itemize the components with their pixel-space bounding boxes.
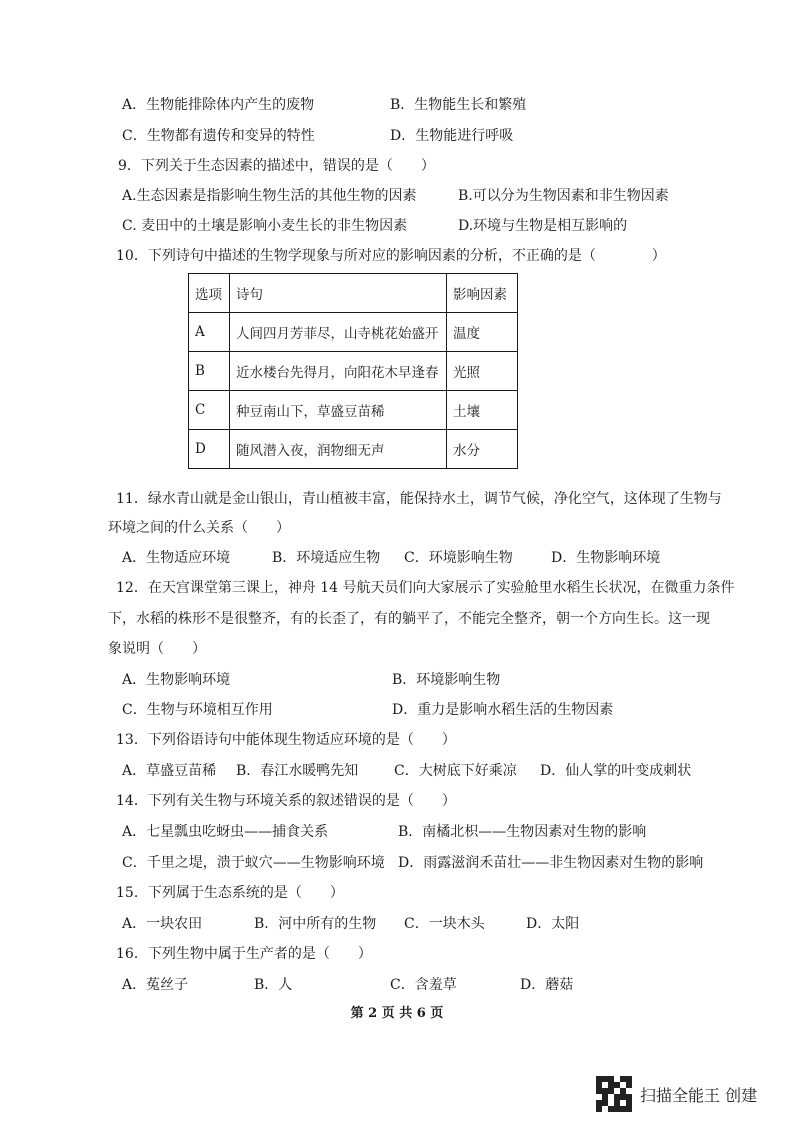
q11-option-b: B．环境适应生物 <box>272 550 381 566</box>
q14-stem: 14．下列有关生物与环境关系的叙述错误的是（ ） <box>116 793 456 809</box>
table-row <box>189 391 518 430</box>
q13-option-c: C．大树底下好乘凉 <box>394 763 517 779</box>
scanner-label: 扫描全能王 创建 <box>640 1085 758 1105</box>
q10-row-option: B <box>189 352 230 391</box>
q13-option-a: A．草盛豆苗稀 <box>122 763 217 779</box>
q16-option-b: B．人 <box>254 977 293 993</box>
q15-option-a: A．一块农田 <box>122 916 203 932</box>
q11-option-d: D．生物影响环境 <box>551 550 661 566</box>
q12-option-b: B．环境影响生物 <box>392 672 501 688</box>
q12-option-d: D．重力是影响水稻生活的生物因素 <box>392 702 614 718</box>
q10-row-option: C <box>189 391 230 430</box>
q8-option-d: D．生物能进行呼吸 <box>390 128 514 144</box>
q12-option-c: C．生物与环境相互作用 <box>122 702 273 718</box>
q14-option-c: C．千里之堤，溃于蚁穴——生物影响环境 <box>122 855 385 871</box>
q10-row-poem: 近水楼台先得月，向阳花木早逢春 <box>230 352 447 391</box>
q14-option-b: B．南橘北枳——生物因素对生物的影响 <box>398 824 647 840</box>
q15-option-c: C．一块木头 <box>404 916 485 932</box>
q10-row-factor: 土壤 <box>447 391 518 430</box>
q16-option-a: A．菟丝子 <box>122 977 189 993</box>
q9-option-c: C. 麦田中的土壤是影响小麦生长的非生物因素 <box>122 218 408 234</box>
q10-stem: 10．下列诗句中描述的生物学现象与所对应的影响因素的分析，不正确的是（ ） <box>116 248 666 264</box>
q14-option-a: A．七星瓢虫吃蚜虫——捕食关系 <box>122 824 329 840</box>
q15-stem: 15．下列属于生态系统的是（ ） <box>116 885 344 901</box>
q12-stem-line2: 下，水稻的株形不是很整齐，有的长歪了，有的躺平了，不能完全整齐，朝一个方向生长。这一现 <box>108 611 710 627</box>
q8-option-a: A．生物能排除体内产生的废物 <box>122 97 315 113</box>
q9-stem: 9．下列关于生态因素的描述中，错误的是（ ） <box>118 158 435 174</box>
table-row <box>189 313 518 352</box>
q13-stem: 13．下列俗语诗句中能体现生物适应环境的是（ ） <box>116 732 456 748</box>
q16-stem: 16．下列生物中属于生产者的是（ ） <box>116 946 372 962</box>
table-row <box>189 352 518 391</box>
q10-row-poem: 人间四月芳菲尽，山寺桃花始盛开 <box>230 313 447 352</box>
q9-option-a: A.生态因素是指影响生物生活的其他生物的因素 <box>122 188 417 204</box>
q11-option-a: A．生物适应环境 <box>122 550 231 566</box>
q15-option-b: B．河中所有的生物 <box>254 916 377 932</box>
q11-stem-line1: 11．绿水青山就是金山银山，青山植被丰富，能保持水土，调节气候，净化空气，这体现了生物与 <box>116 491 722 507</box>
q12-stem-line3: 象说明（ ） <box>108 641 206 657</box>
q10-row-factor: 光照 <box>447 352 518 391</box>
q15-option-d: D．太阳 <box>526 916 580 932</box>
q11-stem-line2: 环境之间的什么关系（ ） <box>108 520 290 536</box>
page-number: 第 2 页 共 6 页 <box>350 1006 444 1021</box>
q10-table <box>188 273 518 469</box>
q8-option-b: B．生物能生长和繁殖 <box>390 97 527 113</box>
q12-option-a: A．生物影响环境 <box>122 672 231 688</box>
q10-header-poem: 诗句 <box>230 274 447 313</box>
q10-row-option: D <box>189 430 230 469</box>
q13-option-d: D．仙人掌的叶变成刺状 <box>540 763 692 779</box>
q16-option-c: C．含羞草 <box>390 977 457 993</box>
q9-option-b: B.可以分为生物因素和非生物因素 <box>458 188 669 204</box>
q14-option-d: D．雨露滋润禾苗壮——非生物因素对生物的影响 <box>398 855 704 871</box>
q16-option-d: D．蘑菇 <box>520 977 574 993</box>
q10-row-factor: 水分 <box>447 430 518 469</box>
q12-stem-line1: 12．在天宫课堂第三课上，神舟 14 号航天员们向大家展示了实验舱里水稻生长状况，在微重力条件 <box>116 580 735 596</box>
q10-header-option: 选项 <box>189 274 230 313</box>
q13-option-b: B．春江水暖鸭先知 <box>236 763 359 779</box>
table-row <box>189 430 518 469</box>
q10-row-factor: 温度 <box>447 313 518 352</box>
q10-row-poem: 随风潜入夜，润物细无声 <box>230 430 447 469</box>
q8-option-c: C．生物都有遗传和变异的特性 <box>122 128 315 144</box>
q10-row-poem: 种豆南山下，草盛豆苗稀 <box>230 391 447 430</box>
q10-table-header <box>189 274 518 313</box>
q9-option-d: D.环境与生物是相互影响的 <box>458 218 628 234</box>
q10-row-option: A <box>189 313 230 352</box>
qr-code-icon <box>596 1076 632 1112</box>
q11-option-c: C．环境影响生物 <box>404 550 513 566</box>
scanner-watermark <box>596 1076 757 1112</box>
q10-header-factor: 影响因素 <box>447 274 518 313</box>
